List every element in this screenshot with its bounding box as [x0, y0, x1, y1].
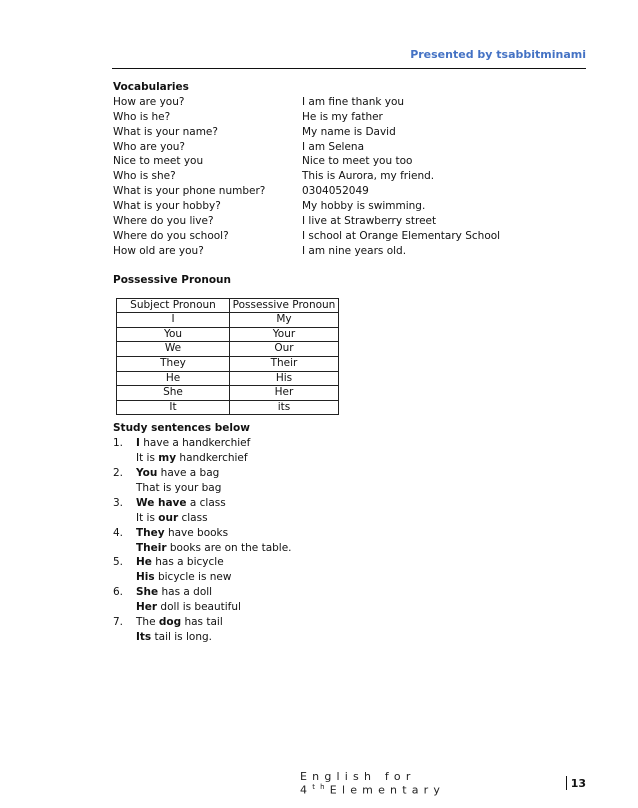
emphasis-word: Their: [136, 541, 167, 554]
vocab-question: Where do you live?: [113, 215, 214, 228]
sentence-line-2: [136, 451, 587, 466]
table-row: [117, 313, 339, 328]
sentence-text: have books: [164, 526, 229, 539]
emphasis-word: We have: [136, 496, 187, 509]
vocab-question: Who is she?: [113, 170, 176, 183]
possessive-pronoun-cell: Her: [230, 386, 339, 401]
vocab-row: [113, 214, 587, 229]
vocab-question: Where do you school?: [113, 229, 229, 242]
table-row: [117, 371, 339, 386]
sentence-line-1: [136, 585, 587, 600]
vocab-answer: This is Aurora, my friend.: [302, 170, 435, 183]
list-item-continuation: [113, 570, 587, 585]
subject-pronoun-cell: They: [117, 356, 230, 371]
list-item: [113, 466, 587, 481]
list-item-continuation: [113, 481, 587, 496]
sentence-line-1: [136, 496, 587, 511]
sentence-text: bicycle is new: [154, 571, 232, 584]
vocab-title: Vocabularies: [113, 81, 189, 93]
sentence-text: That is your bag: [136, 481, 222, 494]
sentence-text: has a bicycle: [151, 556, 224, 569]
list-item-continuation: [113, 511, 587, 526]
table-row: [117, 342, 339, 357]
vocab-question: How are you?: [113, 95, 185, 108]
emphasis-word: He: [136, 556, 152, 569]
possessive-pronoun-cell: Your: [230, 327, 339, 342]
sentence-text: a class: [186, 496, 226, 509]
list-item-continuation: [113, 630, 587, 645]
list-item: [113, 526, 587, 541]
page-content: [113, 80, 587, 645]
sentence-text: has a doll: [158, 586, 213, 599]
table-row: [117, 356, 339, 371]
vocab-question: Who is he?: [113, 110, 171, 123]
possessive-pronoun-cell: Their: [230, 356, 339, 371]
list-item-continuation: [113, 451, 587, 466]
emphasis-word: Her: [136, 601, 158, 614]
footer: [300, 770, 586, 797]
list-item-continuation: [113, 541, 587, 556]
subject-pronoun-cell: We: [117, 342, 230, 357]
footer-title-b: Elementary: [329, 783, 446, 797]
vocab-answer: I school at Orange Elementary School: [302, 229, 501, 242]
vocab-list: [113, 95, 587, 259]
emphasis-word: I: [136, 437, 140, 450]
sentence-text: tail is long.: [151, 630, 212, 643]
vocab-answer: My hobby is swimming.: [302, 200, 426, 213]
sentence-line-2: [136, 570, 587, 585]
indent-spacer: [113, 511, 136, 526]
indent-spacer: [113, 481, 136, 496]
sentence-line-2: [136, 600, 587, 615]
emphasis-word: His: [136, 571, 155, 584]
vocab-answer: I am nine years old.: [302, 244, 407, 257]
footer-title-a: English for 4: [300, 770, 416, 797]
sentence-text: doll is beautiful: [157, 601, 241, 614]
footer-separator: [566, 776, 567, 790]
list-item: [113, 585, 587, 600]
pronoun-title: Possessive Pronoun: [113, 273, 231, 286]
study-list: [113, 436, 587, 644]
item-number: 6.: [113, 586, 124, 599]
vocab-row: [113, 95, 587, 110]
footer-title: [300, 770, 560, 797]
vocab-question: What is your hobby?: [113, 200, 221, 213]
emphasis-word: dog: [158, 615, 182, 628]
sentence-line-2: [136, 511, 587, 526]
subject-pronoun-cell: You: [117, 327, 230, 342]
vocab-row: [113, 169, 587, 184]
list-item: [113, 615, 587, 630]
sentence-line-2: [136, 541, 587, 556]
sentence-text: It is: [136, 452, 159, 465]
item-number: 2.: [113, 467, 124, 480]
subject-pronoun-cell: It: [117, 400, 230, 415]
sentence-line-1: [136, 615, 587, 630]
subject-pronoun-cell: He: [117, 371, 230, 386]
list-item: [113, 555, 587, 570]
sentence-text: has tail: [181, 615, 223, 628]
list-item: [113, 436, 587, 451]
emphasis-word: They: [136, 526, 165, 539]
indent-spacer: [113, 451, 136, 466]
possessive-pronoun-cell: its: [230, 400, 339, 415]
emphasis-word: You: [136, 467, 158, 480]
list-item: [113, 496, 587, 511]
table-row: [117, 327, 339, 342]
possessive-pronoun-cell: His: [230, 371, 339, 386]
vocab-row: [113, 184, 587, 199]
vocab-row: [113, 229, 587, 244]
emphasis-word: Its: [136, 630, 152, 643]
vocab-question: Who are you?: [113, 140, 185, 153]
possessive-pronoun-cell: Our: [230, 342, 339, 357]
page-number: 13: [570, 776, 586, 790]
vocab-row: [113, 110, 587, 125]
header-subject: Subject Pronoun: [117, 298, 230, 313]
footer-sup: th: [312, 783, 330, 791]
item-number: 3.: [113, 496, 124, 509]
sentence-text: have a bag: [157, 467, 220, 480]
sentence-text: The: [136, 615, 159, 628]
subject-pronoun-cell: She: [117, 386, 230, 401]
table-row: [117, 386, 339, 401]
emphasis-word: my: [158, 452, 177, 465]
emphasis-word: our: [158, 511, 179, 524]
vocab-answer: Nice to meet you too: [302, 155, 413, 168]
vocab-answer: He is my father: [302, 110, 383, 123]
vocab-question: How old are you?: [113, 244, 204, 257]
sentence-line-2: [136, 481, 587, 496]
sentence-text: have a handkerchief: [139, 437, 251, 450]
vocab-question: What is your phone number?: [113, 185, 266, 198]
header-possessive: Possessive Pronoun: [230, 298, 339, 313]
sentence-line-2: [136, 630, 587, 645]
vocab-answer: My name is David: [302, 125, 396, 138]
vocab-answer: I live at Strawberry street: [302, 215, 437, 228]
sentence-line-1: [136, 436, 587, 451]
table-row: [117, 400, 339, 415]
indent-spacer: [113, 630, 136, 645]
item-number: 7.: [113, 615, 124, 628]
vocab-row: [113, 140, 587, 155]
study-title: Study sentences below: [113, 422, 250, 435]
item-number: 4.: [113, 526, 124, 539]
list-item-continuation: [113, 600, 587, 615]
vocab-row: [113, 199, 587, 214]
sentence-line-1: [136, 466, 587, 481]
subject-pronoun-cell: I: [117, 313, 230, 328]
vocab-answer: 0304052049: [302, 185, 369, 198]
emphasis-word: She: [136, 586, 159, 599]
sentence-text: class: [178, 511, 208, 524]
sentence-line-1: [136, 526, 587, 541]
vocab-answer: I am fine thank you: [302, 95, 405, 108]
indent-spacer: [113, 570, 136, 585]
header-rule: [112, 68, 586, 69]
sentence-text: It is: [136, 511, 159, 524]
vocab-answer: I am Selena: [302, 140, 365, 153]
possessive-pronoun-cell: My: [230, 313, 339, 328]
item-number: 1.: [113, 437, 124, 450]
pronoun-header-row: [117, 298, 339, 313]
vocab-row: [113, 125, 587, 140]
sentence-line-1: [136, 555, 587, 570]
pronoun-table: [116, 298, 339, 416]
sentence-text: handkerchief: [176, 452, 248, 465]
sentence-text: books are on the table.: [166, 541, 292, 554]
presenter-credit: Presented by tsabbitminami: [410, 48, 586, 61]
vocab-row: [113, 154, 587, 169]
item-number: 5.: [113, 556, 124, 569]
vocab-question: What is your name?: [113, 125, 218, 138]
vocab-question: Nice to meet you: [113, 155, 204, 168]
indent-spacer: [113, 600, 136, 615]
indent-spacer: [113, 541, 136, 556]
vocab-row: [113, 244, 587, 259]
